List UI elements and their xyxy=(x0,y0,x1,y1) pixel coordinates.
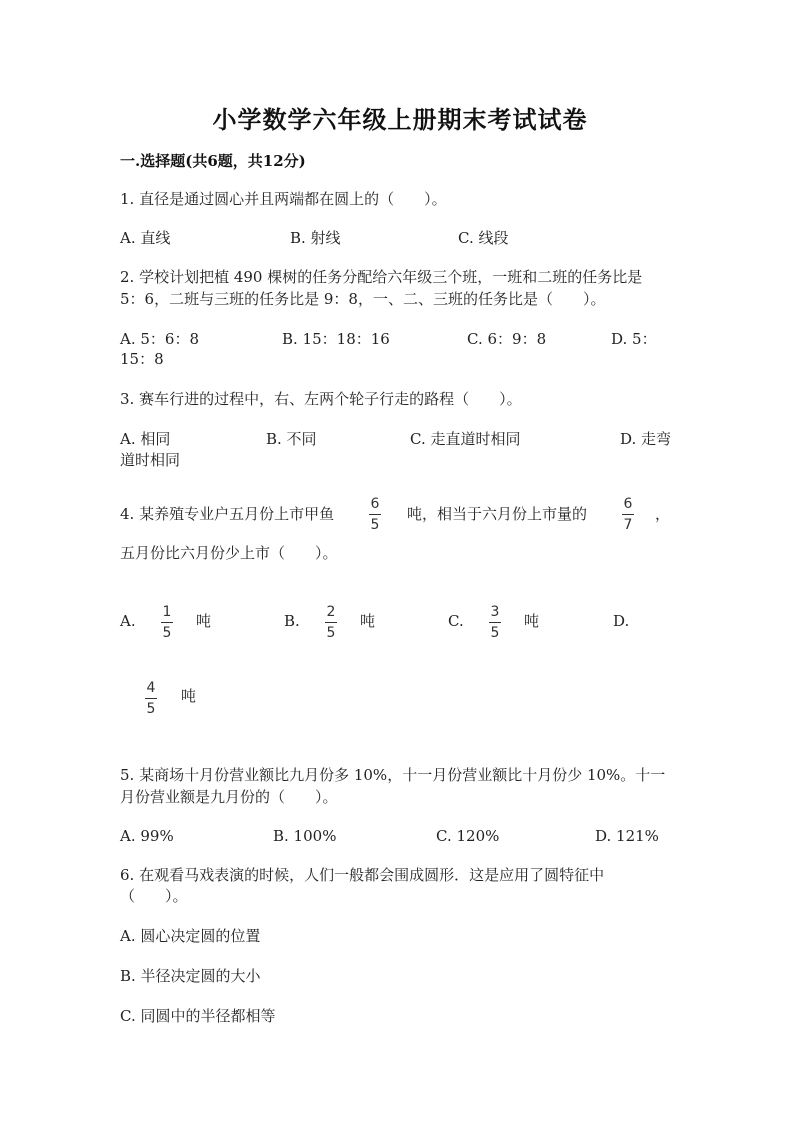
question-2-option-c[interactable]: C. 6：9：8 xyxy=(467,330,547,348)
question-4-option-c-fraction xyxy=(489,604,501,641)
fraction-bar xyxy=(622,514,634,515)
question-5-option-d[interactable]: D. 121% xyxy=(595,827,659,845)
question-6-option-c[interactable]: C. 同圆中的半径都相等 xyxy=(120,1007,276,1025)
fraction-bar xyxy=(489,622,501,623)
fraction-denominator: 5 xyxy=(370,517,380,533)
fraction-numerator: 6 xyxy=(623,496,633,512)
question-4-option-a-unit: 吨 xyxy=(196,612,212,630)
fraction-denominator: 7 xyxy=(623,517,633,533)
question-5-stem-line-1: 5. 某商场十月份营业额比九月份多 10%，十一月份营业额比十月份少 10%。十一 xyxy=(120,766,666,784)
fraction-bar xyxy=(369,514,381,515)
fraction-numerator: 2 xyxy=(326,604,336,620)
question-6-option-a[interactable]: A. 圆心决定圆的位置 xyxy=(120,927,261,945)
fraction-denominator: 5 xyxy=(490,625,500,641)
question-4-option-d-label[interactable]: D. xyxy=(613,612,630,630)
question-4-option-c-label[interactable]: C. xyxy=(448,612,464,630)
question-3-stem: 3. 赛车行进的过程中，右、左两个轮子行走的路程（ ）。 xyxy=(120,390,522,408)
question-4-option-b-fraction xyxy=(325,604,337,641)
fraction-numerator: 3 xyxy=(490,604,500,620)
fraction-numerator: 4 xyxy=(146,680,156,696)
question-4-stem-comma: ， xyxy=(655,505,671,523)
question-1-option-c[interactable]: C. 线段 xyxy=(458,229,509,247)
question-5-option-a[interactable]: A. 99% xyxy=(120,827,174,845)
question-5-stem-line-2: 月份营业额是九月份的（ ）。 xyxy=(120,788,338,806)
question-4-option-d-fraction xyxy=(145,680,157,717)
question-2-option-d-continued: 15：8 xyxy=(120,350,164,368)
question-4-stem-part-1: 4. 某养殖专业户五月份上市甲鱼 xyxy=(120,505,335,523)
question-2-option-a[interactable]: A. 5：6：8 xyxy=(120,330,199,348)
fraction-denominator: 5 xyxy=(162,625,172,641)
question-2-stem-line-2: 5：6，二班与三班的任务比是 9：8，一、二、三班的任务比是（ ）。 xyxy=(120,290,606,308)
question-5-option-c[interactable]: C. 120% xyxy=(436,827,500,845)
question-5-option-b[interactable]: B. 100% xyxy=(273,827,337,845)
question-3-option-d-continued: 道时相同 xyxy=(120,451,181,469)
fraction-denominator: 5 xyxy=(326,625,336,641)
question-4-option-b-unit: 吨 xyxy=(360,612,376,630)
question-4-fraction-1 xyxy=(369,496,381,533)
section-heading: 一.选择题(共6题，共12分) xyxy=(120,152,306,170)
question-4-option-b-label[interactable]: B. xyxy=(284,612,300,630)
page-title: 小学数学六年级上册期末考试试卷 xyxy=(212,105,588,134)
question-3-option-b[interactable]: B. 不同 xyxy=(266,430,317,448)
question-6-stem-line-2: （ ）。 xyxy=(120,887,188,905)
question-4-option-a-label[interactable]: A. xyxy=(120,612,136,630)
question-4-stem-line-2: 五月份比六月份少上市（ ）。 xyxy=(120,544,338,562)
fraction-bar xyxy=(161,622,173,623)
question-1-option-a[interactable]: A. 直线 xyxy=(120,229,171,247)
fraction-numerator: 6 xyxy=(370,496,380,512)
fraction-numerator: 1 xyxy=(162,604,172,620)
question-3-option-d[interactable]: D. 走弯 xyxy=(620,430,672,448)
question-6-option-b[interactable]: B. 半径决定圆的大小 xyxy=(120,967,261,985)
fraction-bar xyxy=(325,622,337,623)
question-6-stem-line-1: 6. 在观看马戏表演的时候，人们一般都会围成圆形．这是应用了圆特征中 xyxy=(120,866,605,884)
question-3-option-a[interactable]: A. 相同 xyxy=(120,430,171,448)
question-4-option-a-fraction xyxy=(161,604,173,641)
question-1-stem: 1. 直径是通过圆心并且两端都在圆上的（ ）。 xyxy=(120,190,447,208)
question-2-stem-line-1: 2. 学校计划把植 490 棵树的任务分配给六年级三个班，一班和二班的任务比是 xyxy=(120,268,643,286)
question-4-fraction-2 xyxy=(622,496,634,533)
question-1-option-b[interactable]: B. 射线 xyxy=(290,229,341,247)
question-4-option-c-unit: 吨 xyxy=(524,612,540,630)
question-4-option-d-unit: 吨 xyxy=(181,687,197,705)
question-2-option-b[interactable]: B. 15：18：16 xyxy=(282,330,390,348)
fraction-bar xyxy=(145,698,157,699)
question-4-stem-part-2: 吨，相当于六月份上市量的 xyxy=(407,505,588,523)
question-2-option-d[interactable]: D. 5： xyxy=(611,330,657,348)
question-3-option-c[interactable]: C. 走直道时相同 xyxy=(410,430,521,448)
fraction-denominator: 5 xyxy=(146,701,156,717)
